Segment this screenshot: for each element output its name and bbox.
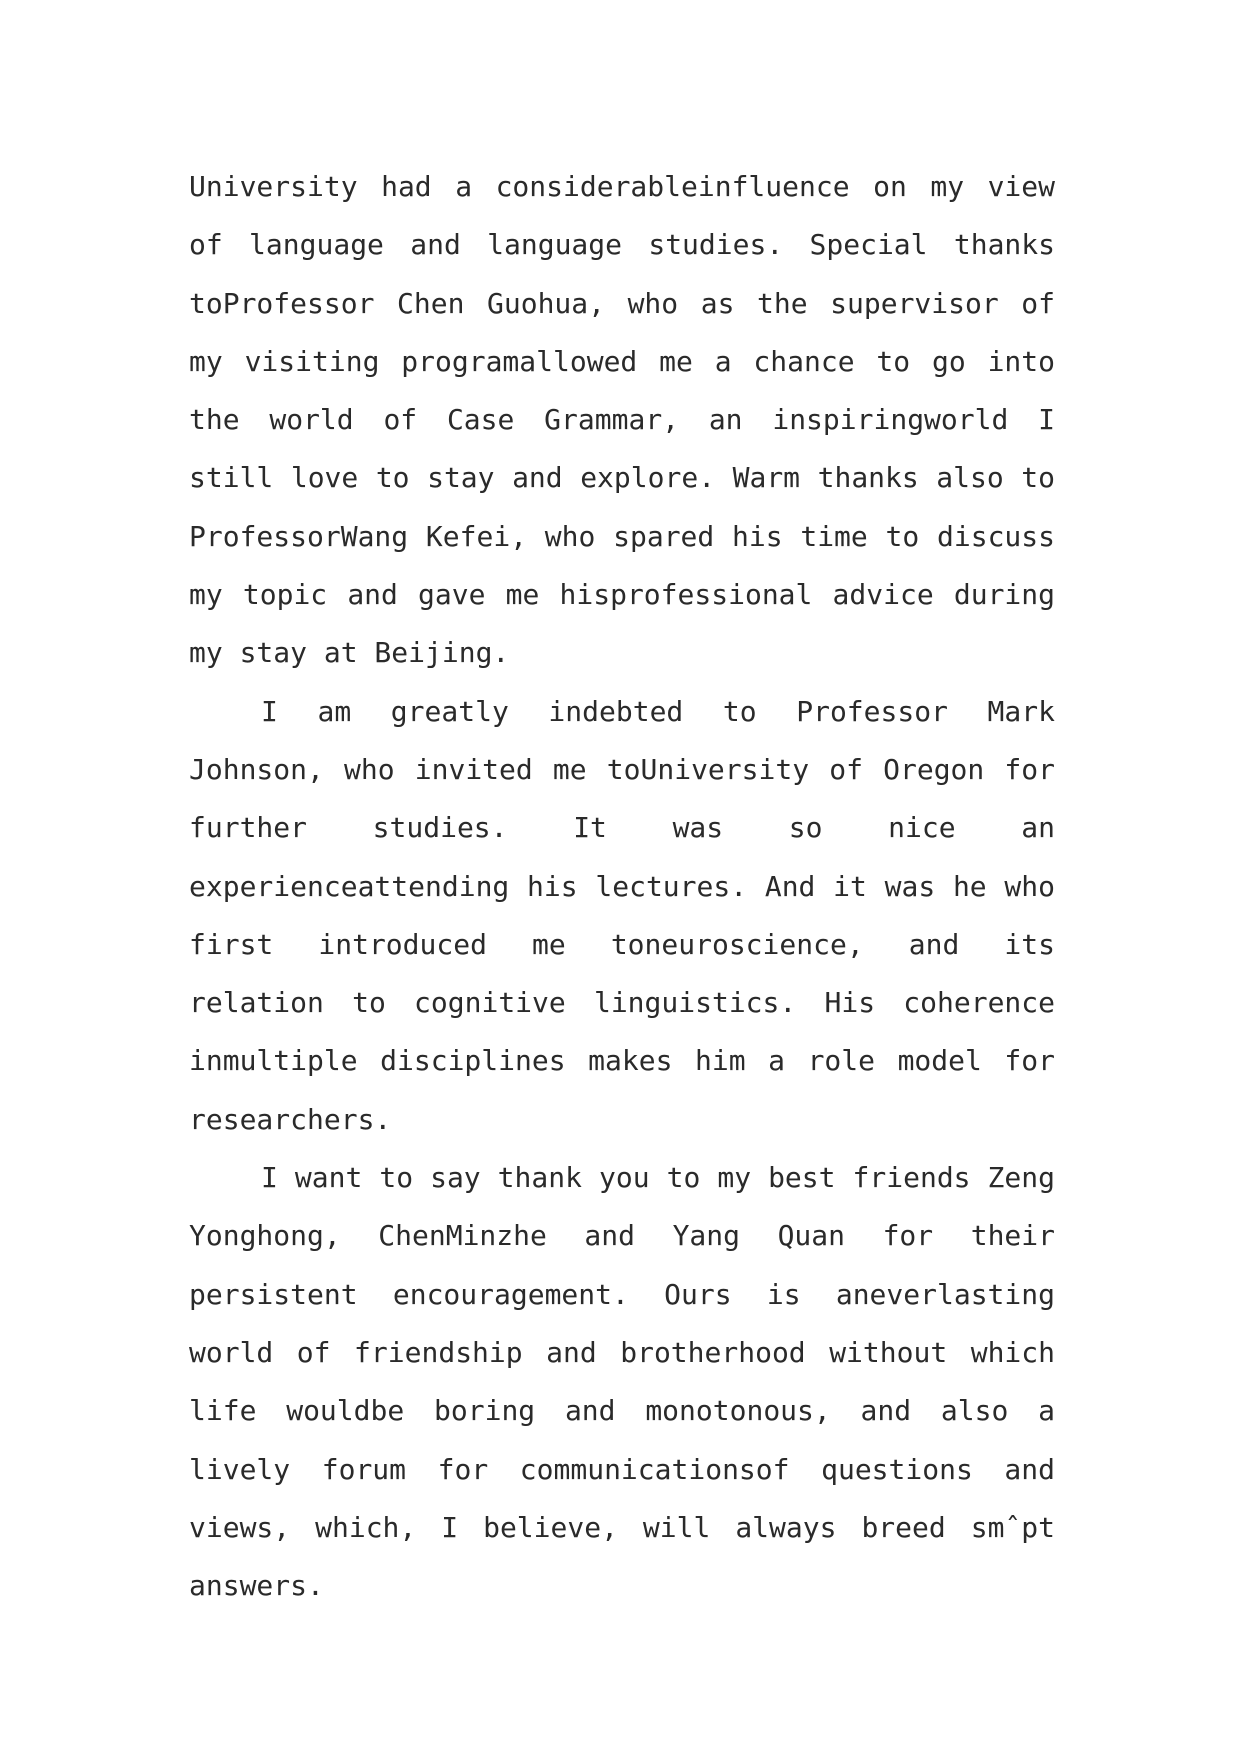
body-text xyxy=(189,158,1055,1615)
paragraph-friends: I want to say thank you to my best friends Zeng Yonghong, ChenMinzhe and Yang Quan for their persistent encouragement. Ours is aneverlasting world of friendship and brotherhood without which life wouldbe boring and monotonous, and also a lively forum for communicationsof questions and views, which, I believe, will always breed smˆpt answers. xyxy=(189,1161,1055,1603)
paragraph-university-influence: University had a considerableinfluence on my view of language and language studies. Special thanks toProfessor Chen Guohua, who as the supervisor of my visiting programallowed me a chance to go into the world of Case Grammar, an inspiringworld I still love to stay and explore. Warm thanks also to ProfessorWang Kefei, who spared his time to discuss my topic and gave me hisprofessional advice during my stay at Beijing. xyxy=(189,170,1055,670)
paragraph-mark-johnson: I am greatly indebted to Professor Mark Johnson, who invited me toUniversity of Oregon for further studies. It was so nice an experienceattending his lectures. And it was he who first introduced me toneuroscience, and its relation to cognitive linguistics. His coherence inmultiple disciplines makes him a role model for researchers. xyxy=(189,694,1055,1136)
